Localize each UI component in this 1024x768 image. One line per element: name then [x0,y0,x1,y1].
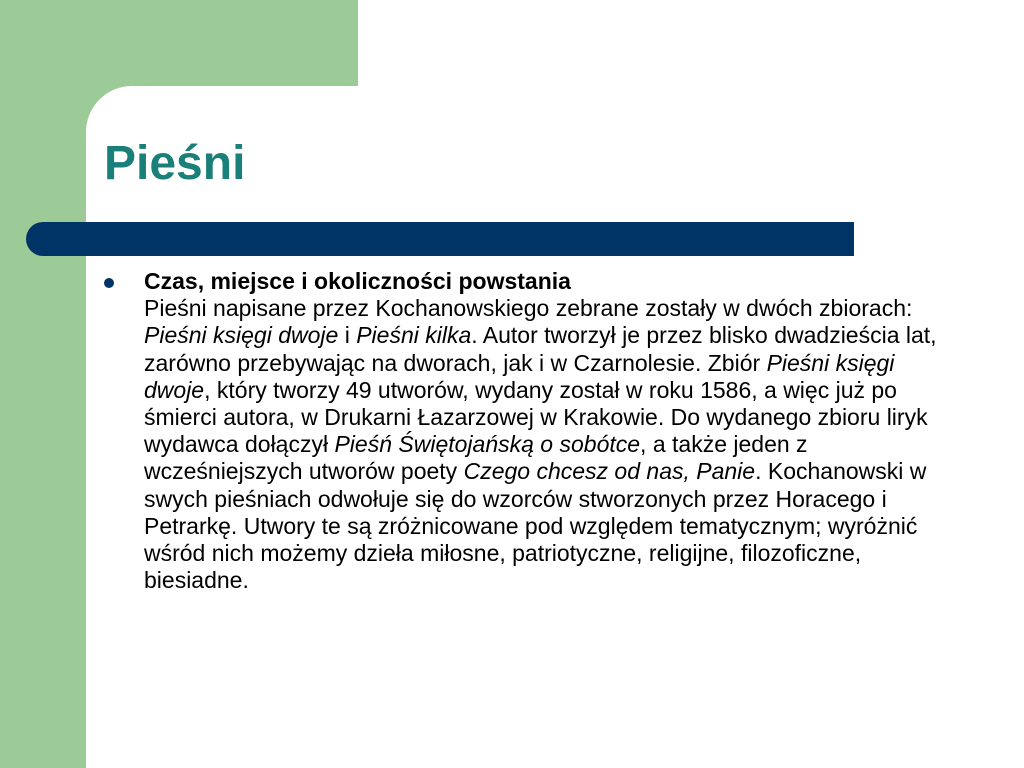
title-underline-bar [26,222,854,256]
body-text-3: . Autor tworzył je przez blisko dwadzieścia lat, zarówno przebywając na dworach, jak i w Czarnolesie. Zbiór [144,322,937,376]
italic-title-2: Pieśni kilka [356,322,472,349]
bullet-item [104,268,954,594]
body-text-5: , a także jeden z wcześniejszych utworów poety [144,431,808,485]
body-text-4: , który tworzy 49 utworów, wydany został w roku 1586, a więc już po śmierci autora, w Drukarni Łazarzowej w Krakowie. Do wydanego zbioru liryk wydawca dołączył [144,376,928,458]
bullet-text [144,268,954,594]
bullet-dot-icon [104,278,114,288]
body-text-1: Pieśni napisane przez Kochanowskiego zebrane zostały w dwóch zbiorach: [144,295,913,322]
italic-title-3: Pieśni księgi dwoje [144,349,895,403]
italic-title-1: Pieśni księgi dwoje [144,322,339,349]
slide-title: Pieśni [104,137,246,190]
body-text-2: i [338,322,357,349]
body-text-6: . Kochanowski w swych pieśniach odwołuje się do wzorców stworzonych przez Horacego i Petrarkę. Utwory te są zróżnicowane pod względem tematycznym; wyróżnić wśród nich możemy dzieła miłosne, patriotyczne, religijne, filozoficzne, biesiadne. [144,458,927,594]
italic-title-4: Pieśń Świętojańską o sobótce [334,431,641,458]
bullet-heading: Czas, miejsce i okoliczności powstania [144,268,571,294]
slide-content [104,268,954,594]
italic-title-5: Czego chcesz od nas, Panie [463,458,756,485]
